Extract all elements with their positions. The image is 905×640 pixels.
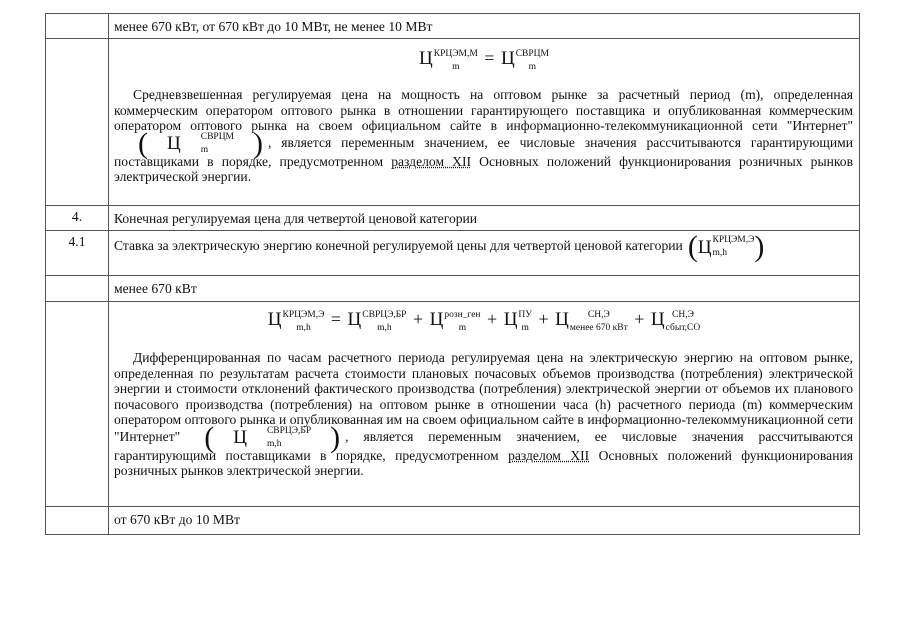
table-row (46, 39, 860, 206)
document-page (45, 13, 860, 572)
tariff-table (45, 13, 860, 535)
row-label: Конечная регулируемая цена для четвертой ценовой категории (114, 211, 478, 226)
row-content-cell (109, 302, 860, 507)
row-number-cell: 4.1 (46, 231, 109, 276)
table-row (46, 14, 860, 39)
row-label: Ставка за электрическую энергию конечной регулируемой цены для четвертой ценовой категории ( Ц КРЦЭМ,Э m,h ) (114, 230, 765, 263)
table-row (46, 276, 860, 302)
row-label: менее 670 кВт (114, 281, 197, 296)
row-label-cell (109, 14, 860, 39)
section-xii-link[interactable]: разделом XII (391, 153, 472, 169)
inline-formula: ( Ц СВРЦМ m ) (138, 126, 263, 160)
row-label-cell (109, 231, 860, 276)
row-label-cell (109, 276, 860, 302)
description-paragraph: Дифференцированная по часам расчетного периода регулируемая цена на электрическую энергию на оптовом рынке, определенная по результатам расчета стоимости плановых почасовых объемов производства (потребления) электрической энергии и стоимости отклонений фактического производства (потребления) электрической энергии от объемов их планового почасового производства (потребления) на оптовом рынке в отношении часа (h) расчетного периода (m) коммерческим оператором оптового рынка и опубликованная им на своем официальном сайте в информационно-телекоммуникационной сети "Интернет" ( Ц СВРЦЭ,БР m,h ) , является переменным значением, ее числовые значения рассчитываются гарантирующими поставщиками в порядке, предусмотренном разделом XII Основных положений функционирования розничных рынков электрической энергии. (114, 350, 853, 478)
table-row (46, 231, 860, 276)
row-label: менее 670 кВт, от 670 кВт до 10 МВт, не менее 10 МВт (114, 19, 433, 34)
row-content-cell (109, 39, 860, 206)
inline-formula: ( Ц СВРЦЭ,БР m,h ) (204, 420, 341, 454)
table-row (46, 206, 860, 231)
formula: Ц КРЦЭМ,Э m,h = Ц СВРЦЭ,БР m,h + Ц розн_ген m + Ц ПУ m + Ц СН,Э менее 670 кВт + Ц СН,Э сбыт,СО (267, 309, 701, 333)
table-row (46, 507, 860, 535)
row-label-cell (109, 507, 860, 535)
formula: Ц КРЦЭМ,М m = Ц СВРЦМ m (419, 48, 549, 72)
row-number-cell (46, 507, 109, 535)
row-number-cell (46, 14, 109, 39)
description-paragraph: Средневзвешенная регулируемая цена на мощность на оптовом рынке за расчетный период (m), определенная коммерческим оператором оптового рынка в отношении гарантирующего поставщика и опубликованная коммерческим оператором оптового рынка на своем официальном сайте в информационно-телекоммуникационной сети "Интернет" ( Ц СВРЦМ m ) , является переменным значением, ее числовые значения рассчитываются гарантирующими поставщиками в порядке, предусмотренном разделом XII Основных положений функционирования розничных рынков электрической энергии. (114, 87, 853, 184)
row-number-cell: 4. (46, 206, 109, 231)
row-number-cell (46, 302, 109, 507)
row-label: от 670 кВт до 10 МВт (114, 512, 240, 527)
row-number-cell (46, 276, 109, 302)
inline-formula: ( Ц КРЦЭМ,Э m,h ) (687, 230, 765, 263)
row-label-cell (109, 206, 860, 231)
section-xii-link[interactable]: разделом XII (508, 447, 590, 463)
table-row (46, 302, 860, 507)
row-number-cell (46, 39, 109, 206)
